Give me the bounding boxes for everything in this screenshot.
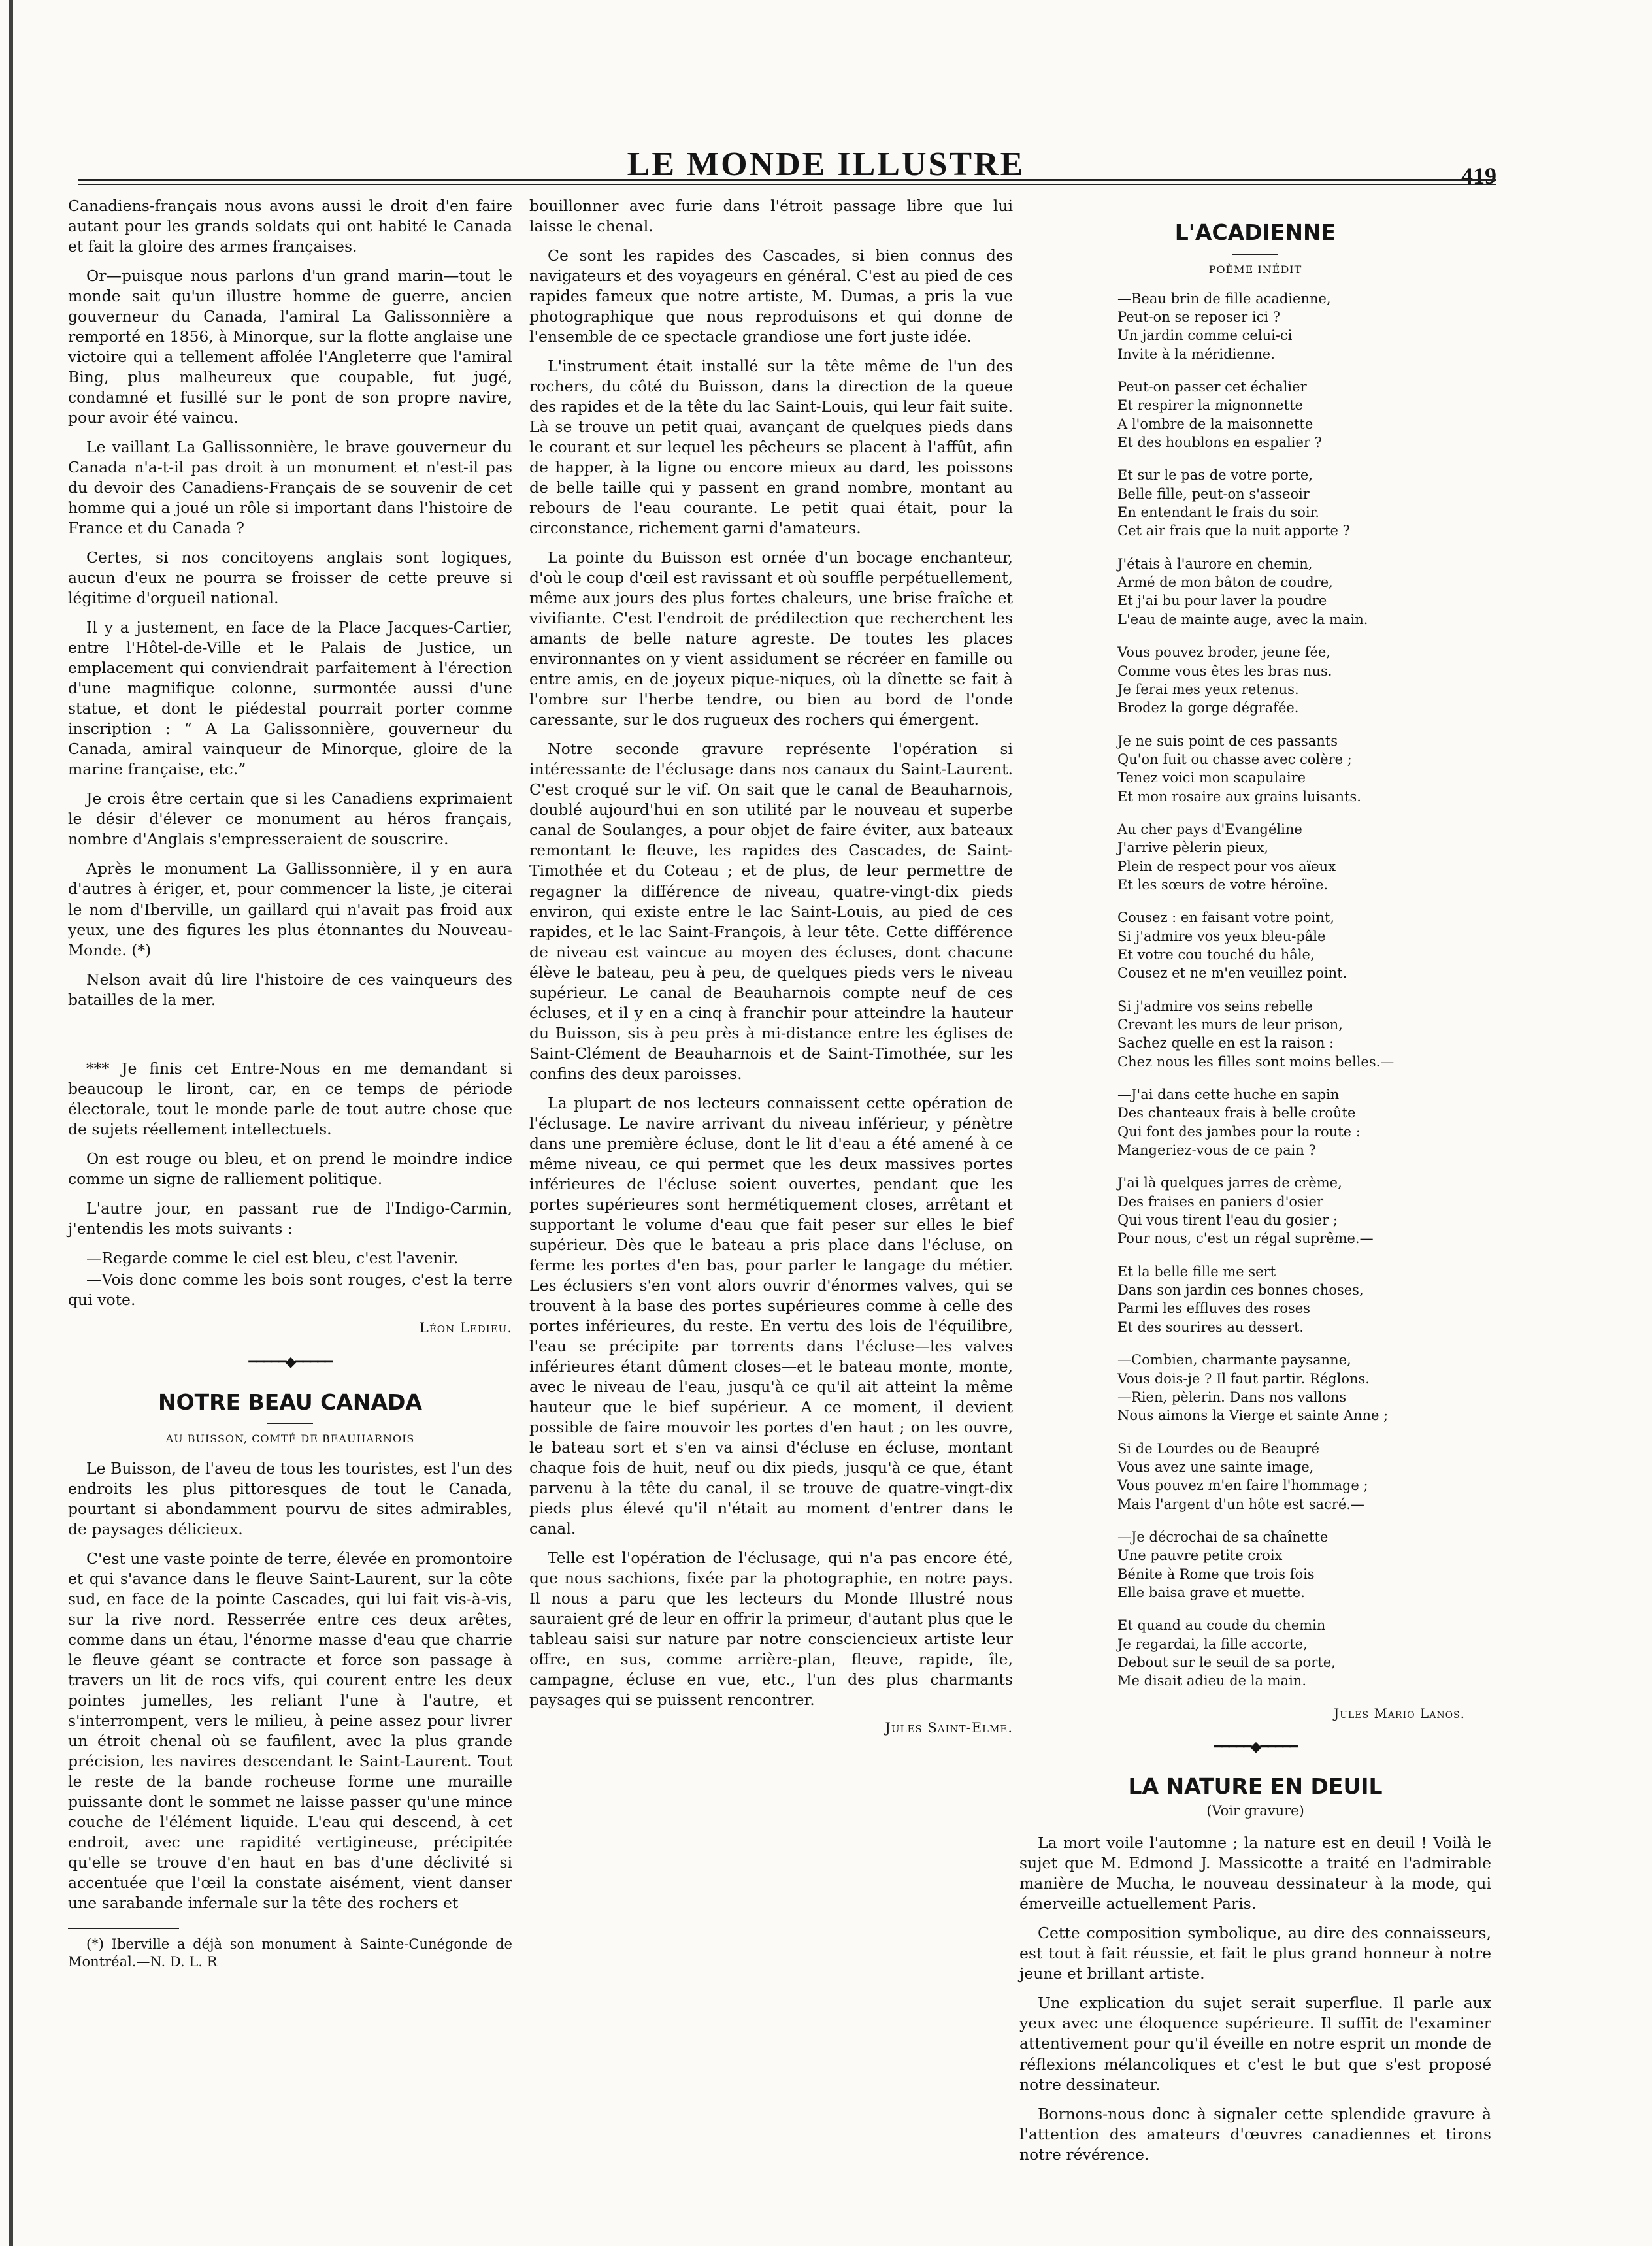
poem-stanza (1117, 1351, 1491, 1425)
poem-line: Invite à la méridienne. (1117, 346, 1275, 362)
paragraph: Ce sont les rapides des Cascades, si bien connus des navigateurs et des voyageurs en général. C'est au pied de ces rapides fameux que notre artiste, M. Dumas, a pris la vue photographique que nous reproduisons et qui donne de l'ensemble de ce spectacle grandiose une fort juste idée. (529, 246, 1013, 346)
paragraph: Le vaillant La Gallissonnière, le brave gouverneur du Canada n'a-t-il pas droit à un monument et n'est-il pas du devoir des Canadiens-Français de se souvenir de cet homme qui a joué un rôle si important dans l'histoire de France et du Canada ? (68, 438, 512, 538)
header-rule-thick (78, 179, 1496, 181)
footnote-rule (68, 1928, 179, 1929)
poem-stanza (1117, 1263, 1491, 1336)
poem-line: Si j'admire vos yeux bleu-pâle (1117, 928, 1326, 944)
poem-line: Parmi les effluves des roses (1117, 1300, 1310, 1317)
poem-line: Un jardin comme celui-ci (1117, 327, 1293, 344)
poem-line: Et respirer la mignonnette (1117, 397, 1303, 414)
poem-stanza (1117, 289, 1491, 363)
poem-body (1019, 289, 1491, 1691)
entre-nous-paragraph: —Vois donc comme les bois sont rouges, c'est la terre qui vote. (68, 1270, 512, 1309)
poem-line: L'eau de mainte auge, avec la main. (1117, 611, 1368, 627)
poem-line: Qui vous tirent l'eau du gosier ; (1117, 1212, 1338, 1229)
poem-stanza (1117, 378, 1491, 452)
poem-line: Plein de respect pour vos aïeux (1117, 858, 1336, 874)
poem-line: —J'ai dans cette huche en sapin (1117, 1087, 1340, 1103)
poem-line: —Combien, charmante paysanne, (1117, 1352, 1351, 1368)
poem-line: Mangeriez-vous de ce pain ? (1117, 1142, 1316, 1159)
article-subtitle: (Voir gravure) (1206, 1802, 1304, 1819)
poem-line: Belle fille, peut-on s'asseoir (1117, 486, 1310, 502)
masthead-title: LE MONDE ILLUSTRE (627, 146, 1025, 183)
paragraph: Après le monument La Gallissonnière, il y en aura d'autres à ériger, et, pour commencer la liste, je citerai le nom d'Iberville, un gaillard qui n'avait pas froid aux yeux, une des figures les plus étonnantes du Nouveau-Monde. (*) (68, 859, 512, 959)
paragraph: Nelson avait dû lire l'histoire de ces vainqueurs des batailles de la mer. (68, 970, 512, 1009)
poem-line: Je ferai mes yeux retenus. (1117, 681, 1299, 697)
poem-line: Peut-on se reposer ici ? (1117, 309, 1280, 325)
article-title: NOTRE BEAU CANADA (158, 1389, 422, 1415)
entre-nous-paragraph: On est rouge ou bleu, et on prend le moindre indice comme un signe de ralliement politique. (68, 1149, 512, 1188)
poem-title: L'ACADIENNE (1174, 220, 1336, 245)
poem-line: En entendant le frais du soir. (1117, 504, 1319, 521)
poem-line: Debout sur le seuil de sa porte, (1117, 1654, 1336, 1670)
poem-line: Vous pouvez broder, jeune fée, (1117, 644, 1330, 661)
poem-line: A l'ombre de la maisonnette (1117, 416, 1313, 432)
paragraph: Or—puisque nous parlons d'un grand marin—tout le monde sait qu'un illustre homme de guerre, ancien gouverneur du Canada, l'amiral La Galissonnière a remporté en 1856, à Minorque, sur la flotte anglaise une victoire qui a tellement affolée l'Angleterre que l'amiral Bing, plus malheureux que coupable, fut jugé, condamné et fusillé sur le pont de son propre navire, pour avoir été vaincu. (68, 267, 512, 427)
poem-line: Et des sourires au dessert. (1117, 1319, 1304, 1335)
poem-line: Cet air frais que la nuit apporte ? (1117, 523, 1350, 539)
poem-line: Bénite à Rome que trois fois (1117, 1566, 1315, 1582)
poem-line: Et quand au coude du chemin (1117, 1617, 1326, 1634)
poem-line: Et la belle fille me sert (1117, 1263, 1276, 1280)
poem-line: Qu'on fuit ou chasse avec colère ; (1117, 751, 1352, 767)
poem-line: Cousez et ne m'en veuillez point. (1117, 965, 1347, 982)
poem-line: Une pauvre petite croix (1117, 1547, 1283, 1564)
column-middle (529, 196, 1013, 1747)
poem-line: Je ne suis point de ces passants (1117, 733, 1338, 749)
paragraph: Le Buisson, de l'aveu de tous les touristes, est l'un des endroits les plus pittoresques de tout le Canada, pourtant si abondamment pourvu de sites admirables, de paysages délicieux. (68, 1459, 512, 1539)
poem-line: Nous aimons la Vierge et sainte Anne ; (1117, 1408, 1389, 1424)
title-underline (1232, 254, 1278, 255)
poem-line: Vous avez une sainte image, (1117, 1459, 1314, 1475)
paragraph: Bornons-nous donc à signaler cette splendide gravure à l'attention des amateurs d'œuvres canadiennes et tirons notre révérence. (1019, 2104, 1491, 2164)
paragraph: bouillonner avec furie dans l'étroit passage libre que lui laisse le chenal. (529, 197, 1013, 236)
poem-stanza (1117, 466, 1491, 540)
poem-line: Qui font des jambes pour la route : (1117, 1123, 1361, 1140)
footnote: (*) Iberville a déjà son monument à Sainte-Cunégonde de Montréal.—N. D. L. R (68, 1936, 512, 1970)
poem-stanza (1117, 1616, 1491, 1690)
poem-line: —Je décrochai de sa chaînette (1117, 1528, 1329, 1545)
poem-stanza (1117, 1440, 1491, 1513)
column-right (1019, 196, 1491, 2174)
title-underline (267, 1423, 313, 1424)
poem-line: Et j'ai bu pour laver la poudre (1117, 593, 1327, 609)
author-signature: Jules Saint-Elme. (885, 1720, 1013, 1736)
poem-line: Armé de mon bâton de coudre, (1117, 574, 1333, 591)
poem-line: Chez nous les filles sont moins belles.— (1117, 1053, 1395, 1070)
header-rule-thin (78, 184, 1496, 185)
poem-line: Et mon rosaire aux grains luisants. (1117, 788, 1361, 804)
poem-line: Crevant les murs de leur prison, (1117, 1017, 1343, 1032)
poem-line: Je regardai, la fille accorte, (1117, 1636, 1308, 1652)
poem-line: Sachez quelle en est la raison : (1117, 1035, 1334, 1051)
poem-subtitle: POÈME INÉDIT (1208, 263, 1302, 276)
poem-line: Si de Lourdes ou de Beaupré (1117, 1440, 1320, 1457)
spacer (68, 1019, 512, 1059)
paragraph: Telle est l'opération de l'éclusage, qui n'a pas encore été, que nous sachions, fixée par la photographie, en notre pays. Il nous a paru que les lecteurs du Monde Illustré nous sauraient gré de leur en offrir la primeur, d'autant plus que le tableau saisi sur nature par notre consciencieux artiste leur offre, en sus, comme arrière-plan, fleuve, rapide, île, campagne, écluse en vue, etc., l'un des plus charmants paysages qui se puissent rencontrer. (529, 1549, 1013, 1709)
poem-line: J'ai là quelques jarres de crème, (1117, 1175, 1342, 1191)
poem-stanza (1117, 1174, 1491, 1247)
author-signature: Léon Ledieu. (419, 1319, 512, 1336)
column-left (68, 196, 512, 1980)
poem-stanza (1117, 555, 1491, 629)
paragraph: La mort voile l'automne ; la nature est en deuil ! Voilà le sujet que M. Edmond J. Massicotte a traité en l'admirable manière de Mucha, le nouveau dessinateur à la mode, qui émerveille actuellement Paris. (1019, 1834, 1491, 1913)
paragraph: Je crois être certain que si les Canadiens exprimaient le désir d'élever ce monument au héros français, nombre d'Anglais s'empresseraient de souscrire. (68, 789, 512, 849)
poem-line: Peut-on passer cet échalier (1117, 379, 1307, 395)
poem-line: Comme vous êtes les bras nus. (1117, 663, 1332, 679)
poem-line: Et sur le pas de votre porte, (1117, 467, 1313, 484)
poem-stanza (1117, 908, 1491, 982)
poem-line: Me disait adieu de la main. (1117, 1673, 1307, 1689)
poem-stanza (1117, 997, 1491, 1071)
poem-line: Dans son jardin ces bonnes choses, (1117, 1282, 1364, 1298)
poem-line: Mais l'argent d'un hôte est sacré.— (1117, 1496, 1364, 1512)
poem-line: Et les sœurs de votre héroïne. (1117, 876, 1329, 893)
poem-stanza (1117, 732, 1491, 806)
poem-stanza (1117, 1528, 1491, 1602)
poem-line: Cousez : en faisant votre point, (1117, 910, 1335, 926)
poem-line: J'étais à l'aurore en chemin, (1117, 555, 1313, 572)
poem-line: Des fraises en paniers d'osier (1117, 1193, 1323, 1210)
poem-stanza (1117, 1085, 1491, 1159)
poem-line: Des chanteaux frais à belle croûte (1117, 1105, 1356, 1121)
poem-line: Tenez voici mon scapulaire (1117, 770, 1306, 786)
ornament-divider-icon: ━━━━━◆━━━━━ (1214, 1739, 1297, 1756)
paragraph: Notre seconde gravure représente l'opération si intéressante de l'éclusage dans nos canaux du Saint-Laurent. C'est croqué sur le vif. On sait que le canal de Beauharnois, doublé aujourd'hui en son utilité par le nouveau et superbe canal de Soulanges, a pour objet de faire éviter, aux bateaux remontant le fleuve, les rapides des Cascades, de Saint-Timothée et du Coteau ; et de plus, de leur permettre de regagner la différence de niveau, quatre-vingt-dix pieds environ, qui existe entre le lac Saint-Louis, au pied de ces rapides, et le lac Saint-François, à leur tête. Cette différence de niveau est vaincue au moyen des écluses, dont chacune élève le bateau, peu à peu, de quelques pieds vers le niveau supérieur. Le canal de Beauharnois compte neuf de ces écluses, et il y en a cinq à franchir pour atteindre la hauteur du Buisson, sis à peu près à mi-distance entre les églises de Saint-Clément de Beauharnois et de Saint-Timothée, sur les confins des deux paroisses. (529, 740, 1013, 1083)
article-subtitle: AU BUISSON, COMTÉ DE BEAUHARNOIS (165, 1432, 415, 1445)
poem-line: J'arrive pèlerin pieux, (1117, 840, 1269, 856)
paragraph: La plupart de nos lecteurs connaissent cette opération de l'éclusage. Le navire arrivant du niveau inférieur, y pénètre dans une première écluse, dont le lit d'eau a été amené à ce même niveau, ce qui permet que les deux massives portes inférieures de l'écluse soient ouvertes, pendant que les portes supérieures sont hermétiquement closes, arrêtant et supportant le volume d'eau que fait peser sur elles le bief supérieur. Dès que le bateau a pris place dans l'écluse, on ferme les portes d'en bas, pour parler le langage du métier. Les éclusiers s'en vont alors ouvrir d'énormes valves, qui se trouvent à la base des portes supérieures comme à celle des portes inférieures, du reste. En vertu des lois de l'équilibre, l'eau se précipite par torrents dans l'écluse—les valves inférieures étant dûment closes—et le bateau monte, monte, avec le niveau de l'eau, jusqu'à ce qu'il ait atteint la même hauteur que le bief supérieur. A ce moment, il devient possible de faire mouvoir les portes d'en haut ; on les ouvre, le bateau sort et s'en va ainsi d'écluse en écluse, montant chaque fois de huit, neuf ou dix pieds, jusqu'à ce que, étant parvenu à la tête du canal, il se trouve de quatre-vingt-dix pieds plus élevé qu'il n'était au moment d'entrer dans le canal. (529, 1093, 1013, 1538)
entre-nous-paragraph: —Regarde comme le ciel est bleu, c'est l'avenir. (86, 1248, 459, 1267)
poem-line: Vous dois-je ? Il faut partir. Réglons. (1117, 1370, 1370, 1387)
poem-signature: Jules Mario Lanos. (1334, 1705, 1465, 1721)
poem-line: Si j'admire vos seins rebelle (1117, 998, 1313, 1014)
paragraph: Certes, si nos concitoyens anglais sont logiques, aucun d'eux ne pourra se froisser de cette preuve si légitime d'orgueil national. (68, 548, 512, 608)
paragraph: L'instrument était installé sur la tête même de l'un des rochers, du côté du Buisson, dans la direction de la queue des rapides et de la tête du lac Saint-Louis, qui leur fait suite. Là se trouve un petit quai, avançant de quelques pieds dans le courant et sur lequel les pêcheurs se placent à l'affût, afin de happer, à la ligne ou encore mieux au dard, les poissons de belle taille qui y passent en grand nombre, montant au rebours de l'eau courante. Le petit quai était, pour la circonstance, richement garni d'amateurs. (529, 357, 1013, 538)
paragraph: Canadiens-français nous avons aussi le droit d'en faire autant pour les grands soldats qui ont habité le Canada et fait la gloire des armes françaises. (68, 197, 512, 256)
paragraph: La pointe du Buisson est ornée d'un bocage enchanteur, d'où le coup d'œil est ravissant et où souffle perpétuellement, même aux jours des plus fortes chaleurs, une brise fraîche et vivifiante. C'est l'endroit de prédilection que recherchent les amants de belle nature agreste. De toutes les places environnantes on y vient assidument se récréer en famille ou entre amis, en de joyeux pique-niques, où la dînette se fait à l'ombre sur l'herbe tendre, ou bien au bord de l'onde caressante, sur le dos rugueux des rochers qui émergent. (529, 548, 1013, 729)
page-number: 419 (1461, 163, 1496, 189)
entre-nous-paragraph: L'autre jour, en passant rue de l'Indigo-Carmin, j'entendis les mots suivants : (68, 1198, 512, 1238)
paragraph: C'est une vaste pointe de terre, élevée en promontoire et qui s'avance dans le fleuve Saint-Laurent, sur la côte sud, en face de la pointe Cascades, qui lui fait vis-à-vis, sur la rive nord. Resserrée entre ces deux arêtes, comme dans un étau, l'énorme masse d'eau que charrie le fleuve géant se contracte et force son passage à travers un lit de rocs vifs, qui courent entre les deux pointes jumelles, les reliant l'une à l'autre, et s'interrompent, vers le milieu, à peine assez pour livrer un étroit chenal où se faufilent, avec la plus grande précision, les navires descendant le Saint-Laurent. Tout le reste de la bande rocheuse forme une muraille puissante dont le sommet ne laisse passer qu'une mince couche de l'élément liquide. L'eau qui descend, à cet endroit, avec une rapidité vertigineuse, précipitée qu'elle se trouve d'en haut en bas d'une déclivité si accentuée que l'œil la constate aisément, vient danser une sarabande infernale sur la tête des rochers et (68, 1549, 512, 1913)
paragraph: Cette composition symbolique, au dire des connaisseurs, est tout à fait réussie, et fait le plus grand honneur à notre jeune et brillant artiste. (1019, 1924, 1491, 1983)
poem-line: Au cher pays d'Evangéline (1117, 821, 1302, 837)
paragraph: Il y a justement, en face de la Place Jacques-Cartier, entre l'Hôtel-de-Ville et le Palais de Justice, un emplacement qui conviendrait parfaitement à l'érection d'une magnifique colonne, surmontée aussi d'une statue, et dont le piédestal pourrait porter comme inscription : “ A La Galissonnière, gouverneur du Canada, amiral vainqueur de Minorque, gloire de la marine française, etc.” (68, 618, 512, 779)
poem-line: —Beau brin de fille acadienne, (1117, 290, 1331, 306)
poem-stanza (1117, 820, 1491, 894)
poem-line: —Rien, pèlerin. Dans nos vallons (1117, 1389, 1347, 1405)
ornament-divider-icon: ━━━━━◆━━━━━ (248, 1354, 332, 1371)
poem-line: Elle baisa grave et muette. (1117, 1584, 1305, 1600)
entre-nous-paragraph: *** Je finis cet Entre-Nous en me demandant si beaucoup le liront, car, en ce temps de période électorale, tout le monde parle de tout autre chose que de sujets réellement intellectuels. (68, 1059, 512, 1138)
poem-line: Pour nous, c'est un régal suprême.— (1117, 1230, 1374, 1247)
page-binding-edge (9, 0, 13, 2246)
poem-line: Vous pouvez m'en faire l'hommage ; (1117, 1478, 1368, 1494)
poem-line: Et votre cou touché du hâle, (1117, 946, 1315, 963)
poem-line: Brodez la gorge dégrafée. (1117, 700, 1299, 716)
article-title: LA NATURE EN DEUIL (1128, 1774, 1383, 1800)
paragraph: Une explication du sujet serait superflue. Il parle aux yeux avec une éloquence supérieure. Il suffit de l'examiner attentivement pour qu'il éveille en notre esprit un monde de réflexions mélancoliques et c'est le but que s'est proposé notre dessinateur. (1019, 1994, 1491, 2094)
poem-line: Et des houblons en espalier ? (1117, 435, 1322, 451)
poem-stanza (1117, 643, 1491, 717)
